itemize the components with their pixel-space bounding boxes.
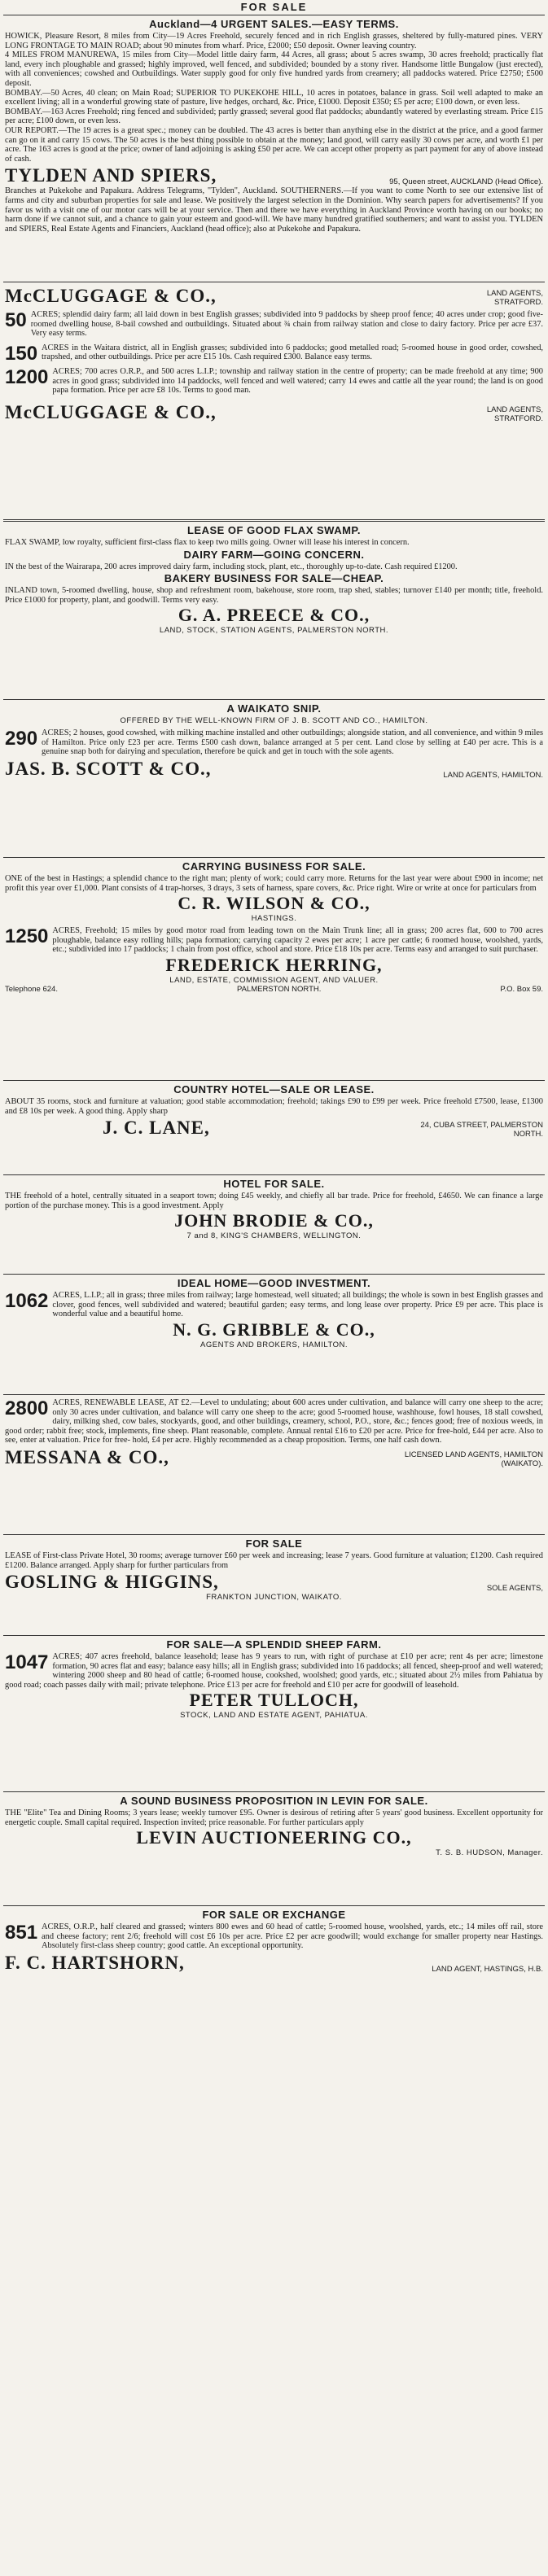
listing-acres: 150 — [5, 342, 38, 365]
agent-name: C. R. WILSON & CO., — [178, 893, 370, 914]
ad-preece — [3, 522, 545, 700]
agent-row — [5, 286, 543, 307]
listing — [5, 728, 543, 757]
ad-paragraph: ABOUT 35 rooms, stock and furniture at valuation; good stable accommodation; freehold; takings £90 to £99 per week. Price freehold £7500, lease, £1300 and £8 10s per week. A good thing. Apply sharp — [5, 1097, 543, 1116]
agent-location: 24, CUBA STREET, PALMERSTON NORTH. — [420, 1121, 543, 1139]
ad-gosling — [3, 1535, 545, 1636]
ad-title: DAIRY FARM—GOING CONCERN. — [183, 548, 365, 561]
agent-town: PALMERSTON NORTH. — [236, 984, 322, 994]
listing-acres: 2800 — [5, 1397, 49, 1419]
agent-name: G. A. PREECE & CO., — [178, 605, 370, 626]
ad-title: HOTEL FOR SALE. — [223, 1178, 325, 1190]
agent-name: JOHN BRODIE & CO., — [174, 1210, 374, 1231]
agent-row — [5, 759, 543, 780]
agent-name: TYLDEN AND SPIERS, — [5, 165, 217, 186]
listing-text: ACRES, RENEWABLE LEASE, AT £2.—Level to undulating; about 600 acres under cultivation, and balance will carry one sheep to the acre; only 30 acres under cultivation, and balance will carry one sheep to the acre; good 5-roomed house, washhouse, fowl houses, 18 stall cowshed, dairy, milking shed, cow bales, stockyards, good, and other buildings, creamery, school, P.O., store, &c.; fences good; free of noxious weeds, in good order; rabbit free; stock, implements, fine sheep. Plant reasonable, complete. Annual rental £16 to £20 per acre. Price for free-hold, £44 per acre. Also to see, enter at valuation. Price for free- hold, £4 per acre. Highly recommended as a cheap proposition. Terms, one half cash down. — [5, 1398, 543, 1445]
agent-details: HASTINGS. — [251, 914, 297, 924]
agent-row — [5, 1117, 543, 1139]
ad-title: COUNTRY HOTEL—SALE OR LEASE. — [173, 1083, 375, 1096]
agent-role: LAND AGENTS, — [486, 289, 543, 298]
listing — [5, 310, 543, 339]
section-header: FOR SALE — [3, 0, 545, 15]
listing-acres: 851 — [5, 1922, 38, 1944]
listing-text: ACRES in the Waitara district, all in English grasses; subdivided into 6 paddocks; good metalled road; 5-roomed house in good order, cowshed, trapshed, and other outbuildings. Price per acre £15 10s. Cash required £300. Balance easy terms. — [42, 343, 543, 362]
agent-town: STRATFORD. — [494, 298, 543, 307]
ad-paragraph: HOWICK, Pleasure Resort, 8 miles from City—19 Acres Freehold, securely fenced and in rich English grasses, sheltered by fully-matured pines. VERY LONG FRONTAGE TO MAIN ROAD; about 90 minutes from wharf. Price, £2000; £50 deposit. Owner leaving country. — [5, 32, 543, 50]
listing-text: ACRES, O.R.P., half cleared and grassed; winters 800 ewes and 60 head of cattle; 5-roomed house, woolshed, yards, etc.; 14 miles off rail, store and cheese factory; rent 2/6; freehold will cost £6 10s per acre. Price £2 per acre goodwill; would exchange for smaller property near Hastings. Absolutely first-class sheep country; good cattle. An exceptional opportunity. — [42, 1922, 543, 1951]
ad-title: BAKERY BUSINESS FOR SALE—CHEAP. — [164, 572, 384, 585]
agent-location: LAND AGENTS, HAMILTON. — [443, 770, 543, 780]
ad-country-hotel — [3, 1081, 545, 1175]
listing-text: ACRES; 2 houses, good cowshed, with milking machine installed and other outbuildings; alongside station, and all convenience, and within 9 miles of Hamilton. Price only £23 per acre. Terms £500 cash down, balance arranged at 5 per cent. Land close by selling at £40 per acre. This is a genuine snap both for dairying and speculation, therefore be quick and get in touch with the sole agents. — [42, 728, 543, 757]
ad-paragraph: ONE of the best in Hastings; a splendid chance to the right man; plenty of work; could carry more. Returns for the last year were about £900 in income; net profit this year over £1,000. Plant consists of 4 trap-horses, 3 drays, 3 sets of harness, spare covers, &c. Price right. Wire or write at once for particulars from — [5, 874, 543, 893]
ad-title: FOR SALE — [245, 1537, 303, 1550]
ad-waikato — [3, 700, 545, 858]
listing-text: ACRES, Freehold; 15 miles by good motor road from leading town on the Main Trunk line; all in grass; 200 acres flat, 600 to 700 acres ploughable, balance easy rolling hills; papa formation; carrying capacity 2 ewes per acre; 1 acre per cattle; 6 roomed house, woolshed, yards, etc.; subdivided into 17 paddocks; 1 chain from post office, school and store. Price £18 10s per acre. Terms easy and arranged to suit purchaser. — [52, 926, 543, 955]
ad-title: FOR SALE—A SPLENDID SHEEP FARM. — [166, 1638, 382, 1651]
agent-name: FREDERICK HERRING, — [165, 954, 383, 975]
ad-carrying — [3, 858, 545, 1081]
agent-name: MESSANA & CO., — [5, 1446, 169, 1467]
ad-paragraph: Branches at Pukekohe and Papakura. Address Telegrams, "Tylden", Auckland. SOUTHERNERS.—If you want to come North to see our extensive list of farms and city and suburban properties for sale and lease. We positively the largest selection in the Dominion. Why search papers for advertisements? If you favor us with a visit one of our motor cars will be at your service. Then and there we have everything in Auckland Province worth having on our books; no harm done if we cannot suit, and a chance to gain your esteem and good-will. We have many hundred gratified southerners; and want to assist you. TYLDEN and SPIERS, Real Estate Agents and Financiers, Auckland (head office); also at Pukekohe and Papakura. — [5, 186, 543, 234]
agent-row — [5, 165, 543, 186]
ad-hartshorn — [3, 1906, 545, 2016]
agent-details: LAND, STOCK, STATION AGENTS, PALMERSTON NORTH. — [159, 626, 389, 636]
ad-paragraph: OUR REPORT.—The 19 acres is a great spec.; money can be doubled. The 43 acres is better than anything else in the district at the price, and a good farmer can go on it and carry 15 cows. The 50 acres is the best thing possible to obtain at the money; land good, will carry easily 30 cows per acre, and worth £1 per acre. The 163 acres is good at the price; owner of land adjoining is asking £50 per acre. We can accept other property as part payment for any of above instead of cash. — [5, 125, 543, 164]
ad-sheep-farm — [3, 1636, 545, 1792]
agent-row — [5, 1953, 543, 1974]
agent-name: JAS. B. SCOTT & CO., — [5, 758, 212, 779]
listing-acres: 290 — [5, 728, 38, 750]
ad-paragraph: 4 MILES FROM MANUREWA, 15 miles from City—Model little dairy farm, 44 Acres, all grass; about 5 acres swamp, 30 acres freehold; practically flat land, every inch ploughable and grassed; highly improved, well fenced, and subdivided; bounded by a stony river. Handsome little Bungalow (just erected), with all conveniences; cowshed and Outbuildings. Water supply good for only five hundred yards from creamery; all paddocks watered. Price £2750; £500 deposit. — [5, 50, 543, 88]
listing — [5, 1398, 543, 1445]
listing — [5, 367, 543, 396]
agent-name: PETER TULLOCH, — [189, 1690, 359, 1711]
agent-row — [5, 1447, 543, 1468]
ad-title: A WAIKATO SNIP. — [226, 702, 322, 715]
agent-location — [487, 405, 543, 423]
ad-title: A SOUND BUSINESS PROPOSITION IN LEVIN FOR SALE. — [120, 1795, 428, 1807]
agent-name: GOSLING & HIGGINS, — [5, 1572, 219, 1593]
ad-paragraph: BOMBAY.—163 Acres Freehold; ring fenced and subdivided; partly grassed; several good flat paddocks; abundantly watered by everlasting stream. Price £15 per acre; £100 down, or even less. — [5, 107, 543, 126]
ad-auckland — [3, 15, 545, 282]
agent-name: N. G. GRIBBLE & CO., — [173, 1319, 375, 1340]
ad-title: IDEAL HOME—GOOD INVESTMENT. — [177, 1277, 371, 1289]
agent-name: McCLUGGAGE & CO., — [5, 401, 217, 422]
ad-mccluggage — [3, 282, 545, 522]
po-box: P.O. Box 59. — [500, 984, 543, 994]
listing — [5, 342, 543, 365]
agent-row — [5, 402, 543, 423]
ad-paragraph: INLAND town, 5-roomed dwelling, house, shop and refreshment room, bakehouse, store room, trap shed, stables; turnover £140 per month; title, freehold. Price £1000 for property, plant, and goodwill. Terms very easy. — [5, 586, 543, 605]
ad-paragraph: LEASE of First-class Private Hotel, 30 rooms; average turnover £60 per week and increasing; lease 7 years. Good furniture at valuation; £1200. Cash required £1200. Balance arranged. Apply sharp for further particulars from — [5, 1551, 543, 1570]
listing-text: ACRES; 700 acres O.R.P., and 500 acres L.I.P.; township and railway station in the centre of property; can be made freehold at any time; 900 acres in good grass; subdivided into 14 paddocks, well fenced and well watered; carry 14 ewes and cattle all the year round; the land is on good papa formation. Price per acre £8 10s. Terms to good man. — [52, 366, 543, 396]
agent-details: FRANKTON JUNCTION, WAIKATO. — [206, 1593, 342, 1603]
ad-levin — [3, 1792, 545, 1906]
agent-details: LAND, ESTATE, COMMISSION AGENT, AND VALUER. — [169, 975, 379, 985]
agent-location: LAND AGENT, HASTINGS, H.B. — [432, 1964, 543, 1974]
ad-title: FOR SALE OR EXCHANGE — [202, 1909, 346, 1921]
listing-text: ACRES; 407 acres freehold, balance leasehold; lease has 9 years to run, with right of purchase at £10 per acre; rent 4s per acre; limestone formation, 90 acres flat and easy; balance easy hills; all in English grass; subdivided into 16 paddocks; all fenced, sheep-proof and well watered; wintering 2000 sheep and 80 head of cattle; 6-roomed house, cookshed, woolshed; good yards, etc.; situated about 2½ miles from Pahiatua by good road; coach passes daily with mail; private telephone. Price £13 per acre for freehold and £10 per acre for goodwill of leasehold. — [5, 1652, 543, 1690]
telephone: Telephone 624. — [5, 984, 58, 994]
agent-details: 7 and 8, KING'S CHAMBERS, WELLINGTON. — [186, 1231, 362, 1241]
advertisement-page — [3, 0, 545, 2016]
listing-acres: 1062 — [5, 1290, 49, 1312]
listing-acres: 1200 — [5, 365, 49, 388]
listing-acres: 1250 — [5, 925, 49, 948]
contact-row — [5, 985, 543, 994]
ad-subtitle: OFFERED BY THE WELL-KNOWN FIRM OF J. B. SCOTT AND CO., HAMILTON. — [120, 716, 428, 725]
listing — [5, 1652, 543, 1690]
agent-name: LEVIN AUCTIONEERING CO., — [136, 1827, 412, 1848]
listing — [5, 1922, 543, 1951]
ad-hotel — [3, 1175, 545, 1275]
ad-paragraph: BOMBAY.—50 Acres, 40 clean; on Main Road; SUPERIOR TO PUKEKOHE HILL, 10 acres in potatoes, balance in grass. Soil well adapted to make an excellent living; all in a wonderful growing state of pasture, live hedges, orchard, &c. Price, £1000. Deposit £350; £5 per acre; £100 down, or even less. — [5, 88, 543, 107]
ad-ideal-home — [3, 1275, 545, 1395]
ad-paragraph: FLAX SWAMP, low royalty, sufficient first-class flax to keep two mills going. Owner will lease his interest in concern. — [5, 538, 410, 547]
agent-name: F. C. HARTSHORN, — [5, 1952, 185, 1973]
agent-location: LICENSED LAND AGENTS, HAMILTON (WAIKATO). — [404, 1450, 543, 1468]
agent-details: T. S. B. HUDSON, Manager. — [436, 1848, 543, 1858]
listing — [5, 926, 543, 955]
agent-town: STRATFORD. — [494, 413, 543, 423]
agent-details: STOCK, LAND AND ESTATE AGENT, PAHIATUA. — [180, 1711, 368, 1721]
ad-paragraph: IN the best of the Wairarapa, 200 acres improved dairy farm, including stock, plant, etc., thoroughly up-to-date. Cash required £1200. — [5, 562, 458, 571]
listing-acres: 1047 — [5, 1651, 49, 1673]
agent-role: LAND AGENTS, — [486, 405, 543, 414]
agent-row — [5, 1572, 543, 1593]
ad-messana — [3, 1395, 545, 1535]
agent-name: J. C. LANE, — [103, 1117, 210, 1139]
agent-role: SOLE AGENTS, — [486, 1584, 543, 1594]
ad-title: LEASE OF GOOD FLAX SWAMP. — [186, 524, 362, 536]
agent-address: 95, Queen street, AUCKLAND (Head Office). — [389, 177, 543, 187]
agent-name: McCLUGGAGE & CO., — [5, 286, 217, 306]
listing — [5, 1291, 543, 1319]
listing-acres: 50 — [5, 309, 27, 331]
agent-details: AGENTS AND BROKERS, HAMILTON. — [200, 1340, 348, 1349]
ad-paragraph: THE "Elite" Tea and Dining Rooms; 3 years lease; weekly turnover £95. Owner is desirous of retiring after 5 years' good business. Excellent opportunity for energetic couple. Small capital required. Inspection invited; price reasonable. For further particulars apply — [5, 1808, 543, 1827]
ad-paragraph: THE freehold of a hotel, centrally situated in a seaport town; doing £45 weekly, and chiefly all bar trade. Price for freehold, £4650. We can finance a large portion of the purchase money. This is a good investment. Apply — [5, 1192, 543, 1210]
ad-title: CARRYING BUSINESS FOR SALE. — [182, 860, 366, 873]
ad-title: Auckland—4 URGENT SALES.—EASY TERMS. — [149, 18, 399, 30]
listing-text: ACRES; splendid dairy farm; all laid down in best English grasses; subdivided into 9 paddocks by sheep proof fence; 40 acres under crop; good five-roomed dwelling house, 8-bail cowshed and outbuildings. Situated about ¾ chain from railway station and close to dairy factory. Price per acre £37. Very easy terms. — [30, 310, 543, 339]
listing-text: ACRES, L.I.P.; all in grass; three miles from railway; large homestead, well situated; all buildings; the whole is sown in best English grasses and clover, good fences, well subdivided and watered; beautiful garden; easy terms, and long lease over property. Price £9 per acre. This place is wonderful value and a beautiful home. — [52, 1291, 543, 1319]
agent-location — [487, 289, 543, 307]
